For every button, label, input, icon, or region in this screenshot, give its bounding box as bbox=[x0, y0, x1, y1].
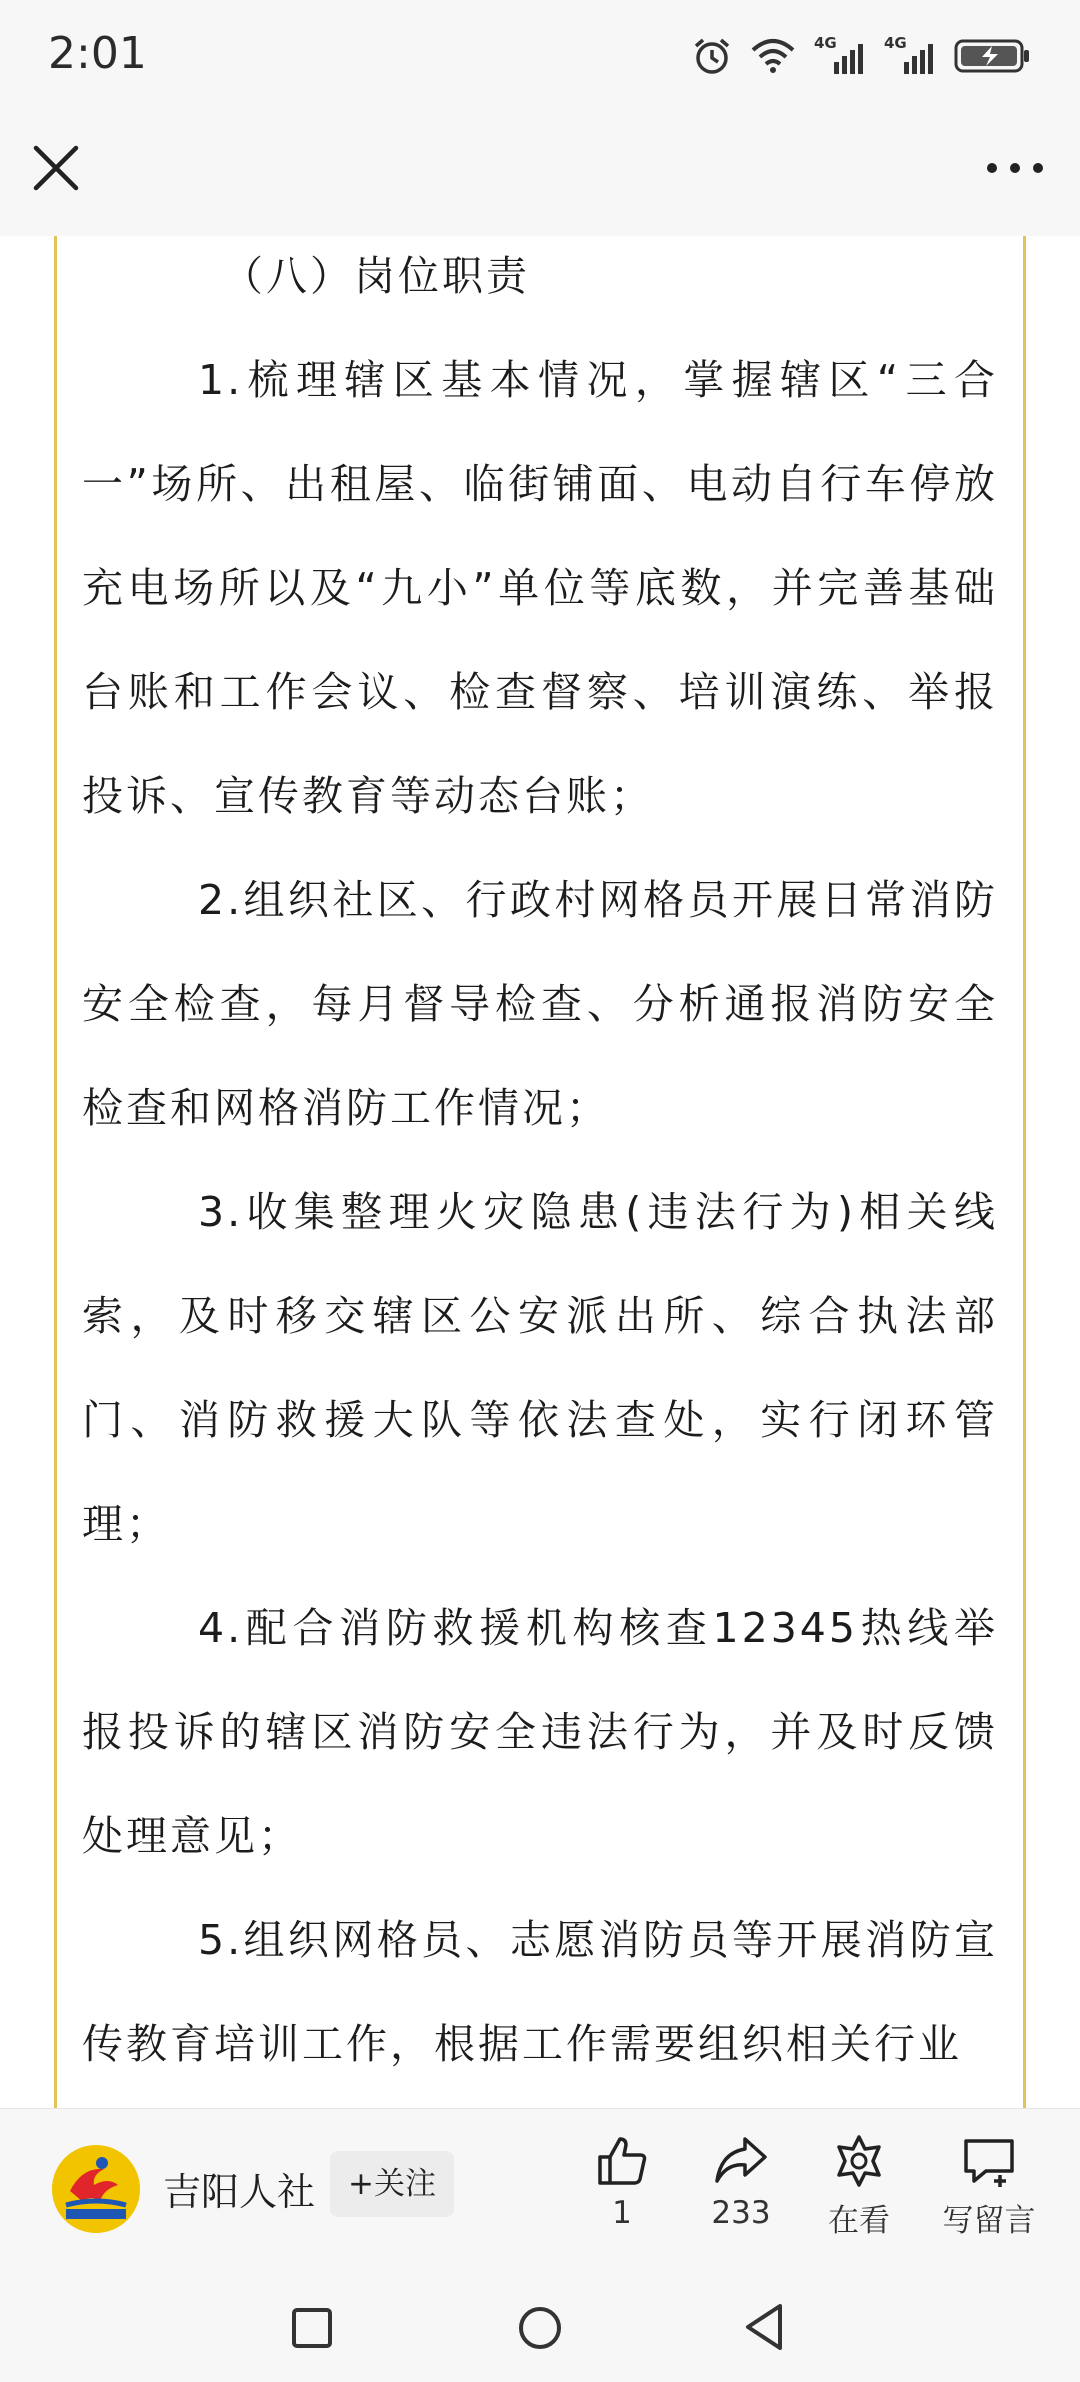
network-type-label: 4G bbox=[884, 34, 907, 52]
top-nav-bar bbox=[0, 112, 1080, 236]
comment-label: 写留言 bbox=[942, 2203, 1036, 2239]
recent-apps-icon[interactable] bbox=[290, 2306, 334, 2350]
follow-button[interactable]: +关注 bbox=[330, 2151, 454, 2217]
paragraph: 2.组织社区、行政村网格员开展日常消防安全检查，每月督导检查、分析通报消防安全检查和网格消防工作情况； bbox=[82, 876, 998, 1132]
article-body bbox=[0, 236, 1080, 2108]
like-button[interactable] bbox=[567, 2133, 677, 2253]
share-count: 233 bbox=[711, 2195, 771, 2231]
wifi-icon bbox=[750, 38, 796, 74]
comment-add-icon bbox=[960, 2133, 1018, 2189]
4g-signal-icon bbox=[814, 36, 866, 76]
paragraph: 1.梳理辖区基本情况，掌握辖区“三合一”场所、出租屋、临街铺面、电动自行车停放充电场所以及“九小”单位等底数，并完善基础台账和工作会议、检查督察、培训演练、举报投诉、宣传教育等动态台账； bbox=[82, 356, 998, 820]
battery-charging-icon bbox=[954, 38, 1030, 74]
paragraph: 4.配合消防救援机构核查12345热线举报投诉的辖区消防安全违法行为，并及时反馈处理意见； bbox=[82, 1604, 998, 1860]
section-heading: （八）岗位职责 bbox=[222, 252, 530, 300]
status-icons bbox=[692, 34, 1030, 78]
close-icon[interactable] bbox=[28, 140, 84, 196]
share-button[interactable] bbox=[686, 2133, 796, 2253]
home-icon[interactable] bbox=[516, 2304, 564, 2352]
share-icon bbox=[713, 2133, 769, 2189]
more-icon[interactable] bbox=[980, 140, 1050, 196]
network-type-label: 4G bbox=[814, 34, 837, 52]
paragraph: 3.收集整理火灾隐患(违法行为)相关线索，及时移交辖区公安派出所、综合执法部门、消防救援大队等依法查处，实行闭环管理； bbox=[82, 1188, 998, 1548]
back-icon[interactable] bbox=[740, 2302, 788, 2352]
watching-label: 在看 bbox=[828, 2203, 890, 2239]
bottom-action-bar bbox=[0, 2108, 1080, 2273]
account-avatar[interactable] bbox=[52, 2145, 140, 2233]
watching-star-icon bbox=[831, 2133, 887, 2189]
write-comment-button[interactable] bbox=[922, 2133, 1056, 2253]
status-time: 2:01 bbox=[48, 28, 147, 79]
4g-signal-icon bbox=[884, 36, 936, 76]
account-logo-icon bbox=[52, 2145, 140, 2233]
status-bar bbox=[0, 0, 1080, 112]
system-nav-bar bbox=[0, 2272, 1080, 2382]
alarm-icon bbox=[692, 36, 732, 76]
account-name[interactable]: 吉阳人社 bbox=[163, 2170, 316, 2214]
paragraph: 5.组织网格员、志愿消防员等开展消防宣传教育培训工作，根据工作需要组织相关行业 bbox=[82, 1916, 998, 2068]
watching-button[interactable] bbox=[804, 2133, 914, 2253]
thumbs-up-icon bbox=[594, 2133, 650, 2189]
like-count: 1 bbox=[612, 2195, 632, 2231]
